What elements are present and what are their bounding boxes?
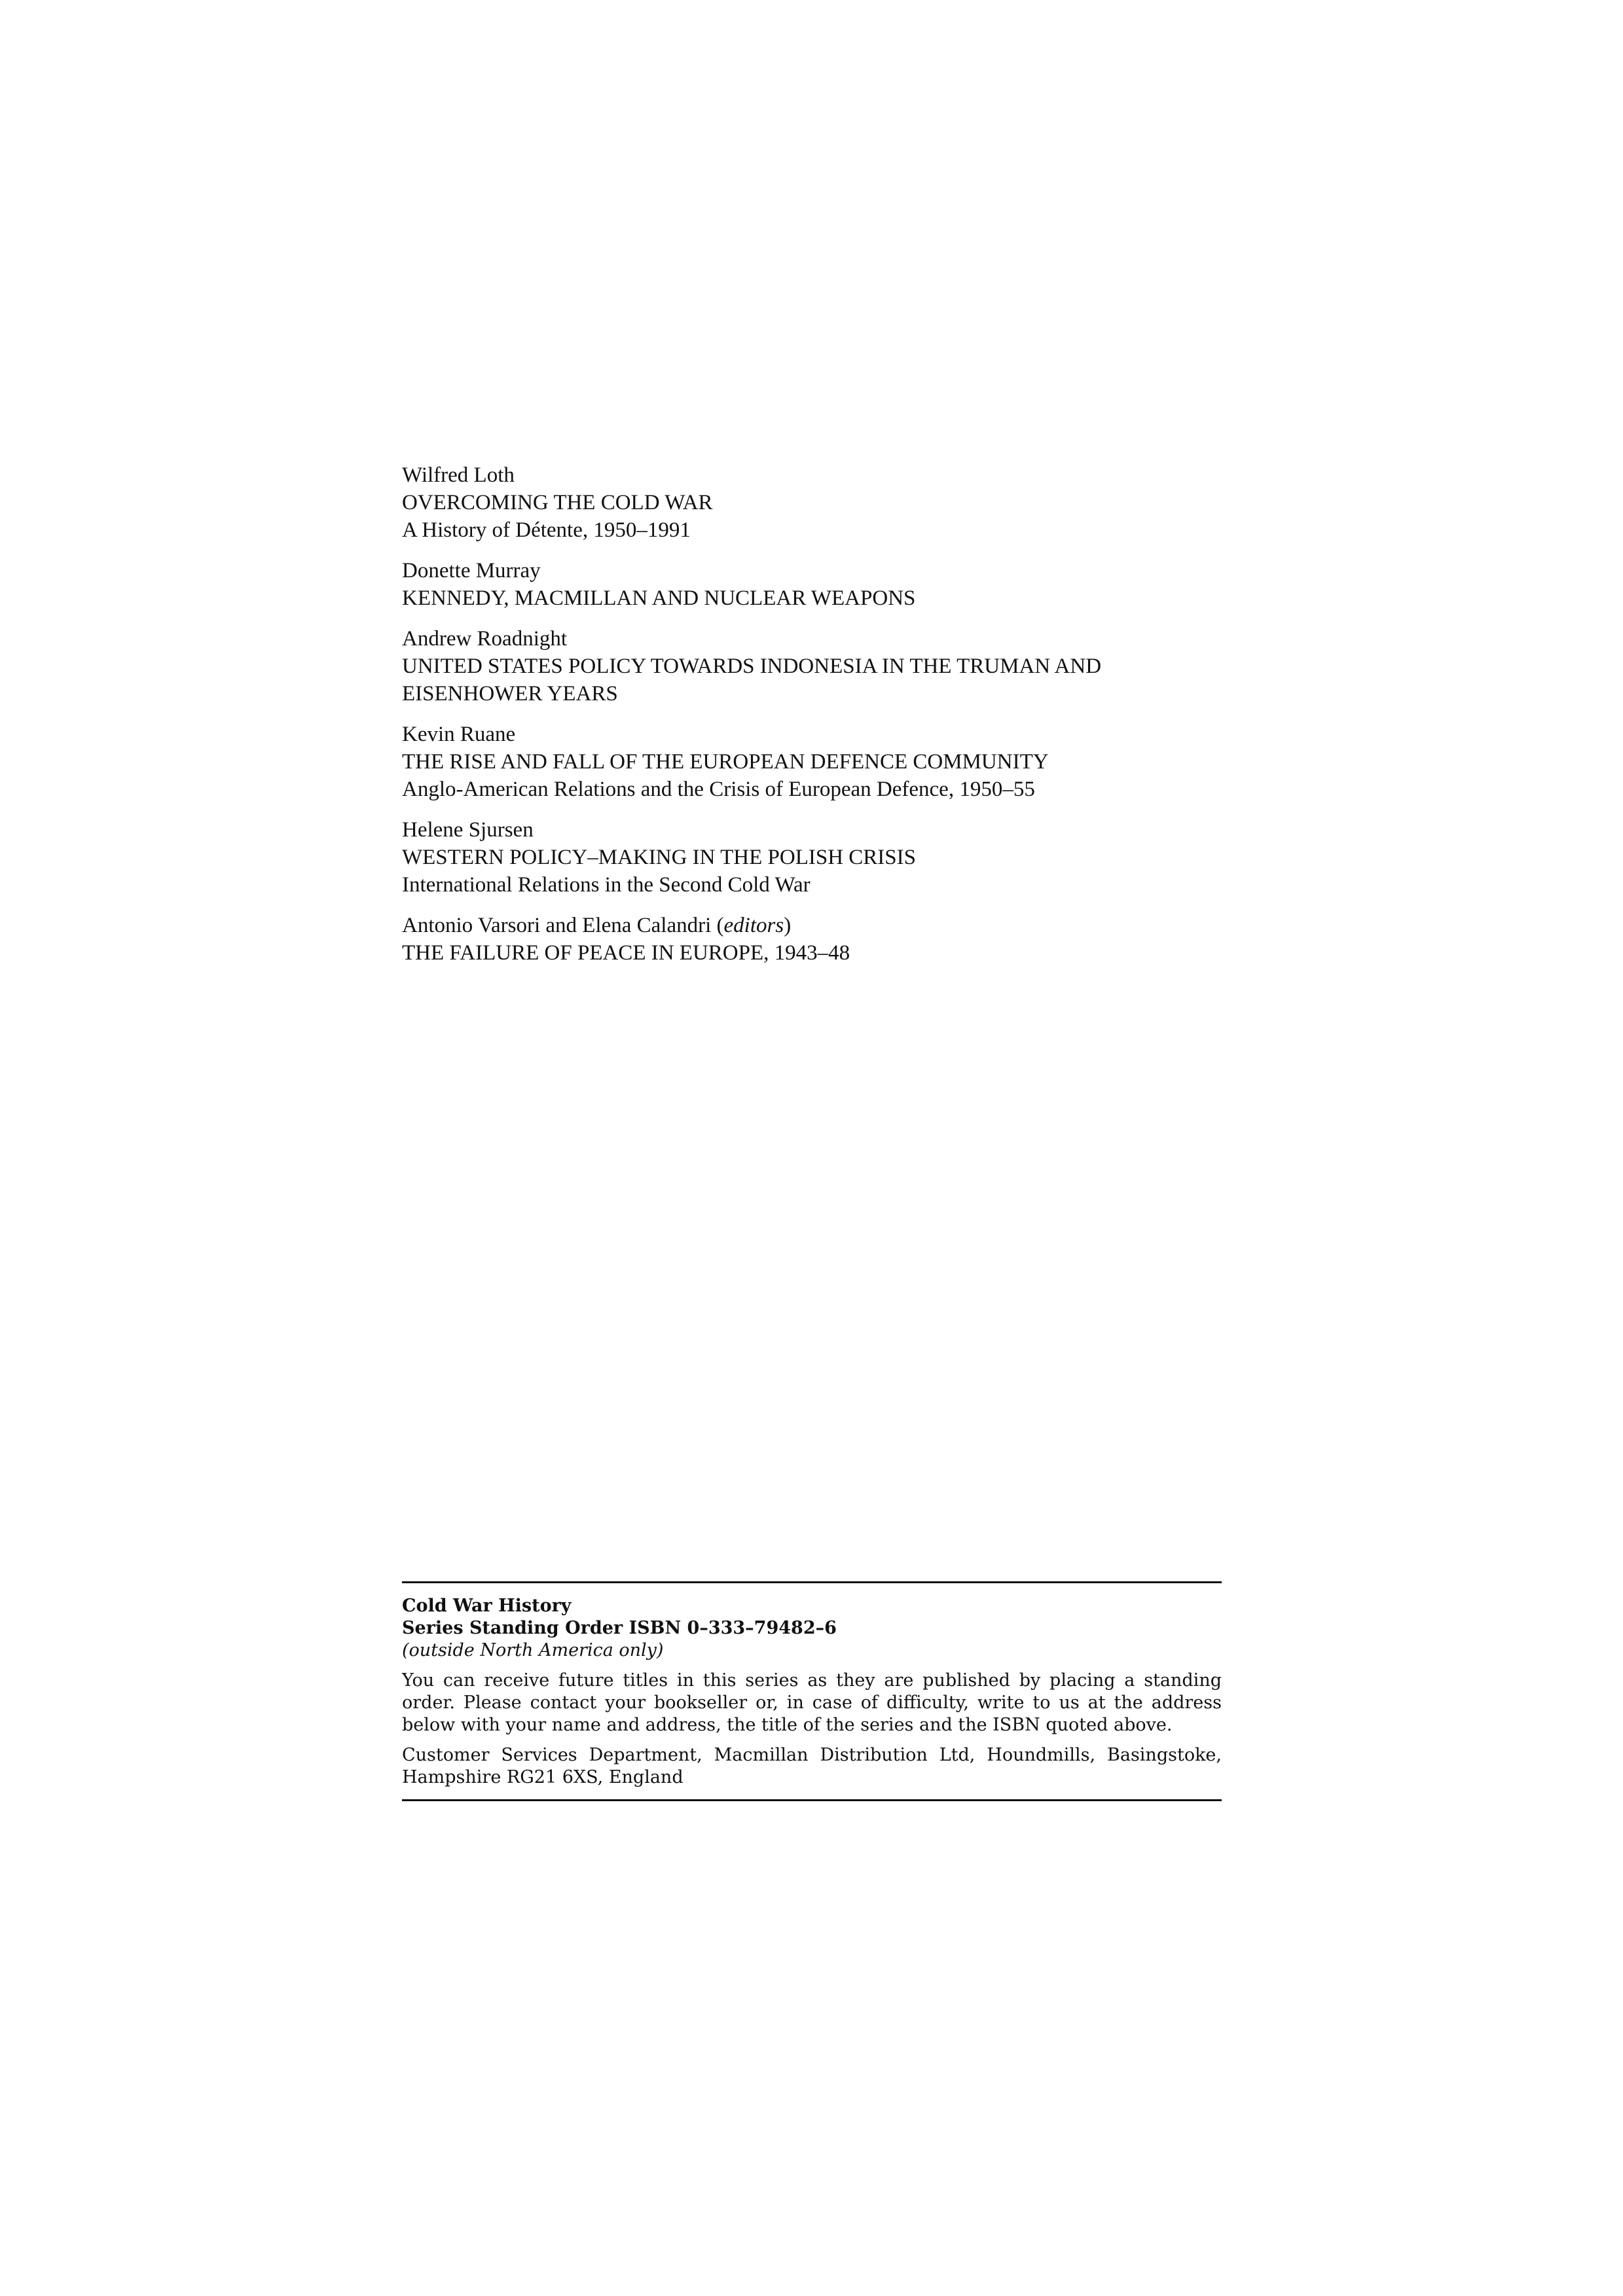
book-entry — [402, 461, 1227, 544]
book-entry — [402, 816, 1227, 899]
book-entry — [402, 625, 1227, 708]
book-subtitle: International Relations in the Second Cold War — [402, 873, 811, 897]
book-title: WESTERN POLICY–MAKING IN THE POLISH CRISIS — [402, 846, 916, 869]
book-author-line — [402, 912, 1227, 939]
book-subtitle: Anglo-American Relations and the Crisis of European Defence, 1950–55 — [402, 778, 1035, 801]
book-author: Helene Sjursen — [402, 818, 534, 842]
author-role: editors — [723, 914, 784, 937]
series-name: Cold War History — [402, 1596, 572, 1616]
book-author: Wilfred Loth — [402, 463, 515, 487]
book-entry — [402, 557, 1227, 612]
author-role-close: ) — [784, 914, 792, 937]
series-isbn: Series Standing Order ISBN 0–333–79482–6 — [402, 1618, 837, 1638]
book-entry — [402, 721, 1227, 803]
book-title: THE RISE AND FALL OF THE EUROPEAN DEFENCE COMMUNITY — [402, 750, 1049, 774]
book-entry — [402, 912, 1227, 967]
series-standing-order-box — [402, 1581, 1222, 1801]
book-list — [402, 461, 1227, 980]
book-author: Andrew Roadnight — [402, 627, 568, 651]
customer-services-address: Customer Services Department, Macmillan Distribution Ltd, Houndmills, Basingstoke, Hampshire RG21 6XS, England — [402, 1745, 1222, 1787]
series-region-note: (outside North America only) — [402, 1640, 664, 1660]
book-subtitle: A History of Détente, 1950–1991 — [402, 518, 691, 542]
book-title: UNITED STATES POLICY TOWARDS INDONESIA IN THE TRUMAN AND EISENHOWER YEARS — [402, 655, 1102, 706]
book-author: Antonio Varsori and Elena Calandri — [402, 914, 712, 937]
book-author: Donette Murray — [402, 559, 541, 583]
book-author: Kevin Ruane — [402, 723, 516, 746]
book-title: OVERCOMING THE COLD WAR — [402, 491, 713, 514]
book-title: KENNEDY, MACMILLAN AND NUCLEAR WEAPONS — [402, 586, 916, 610]
standing-order-instructions: You can receive future titles in this series as they are published by placing a standing order. Please contact your bookseller or, in case of difficulty, write to us at the address below with your name and address, the title of the series and the ISBN quoted above. — [402, 1670, 1222, 1735]
book-title: THE FAILURE OF PEACE IN EUROPE, 1943–48 — [402, 941, 850, 965]
author-role-open: ( — [711, 914, 724, 937]
